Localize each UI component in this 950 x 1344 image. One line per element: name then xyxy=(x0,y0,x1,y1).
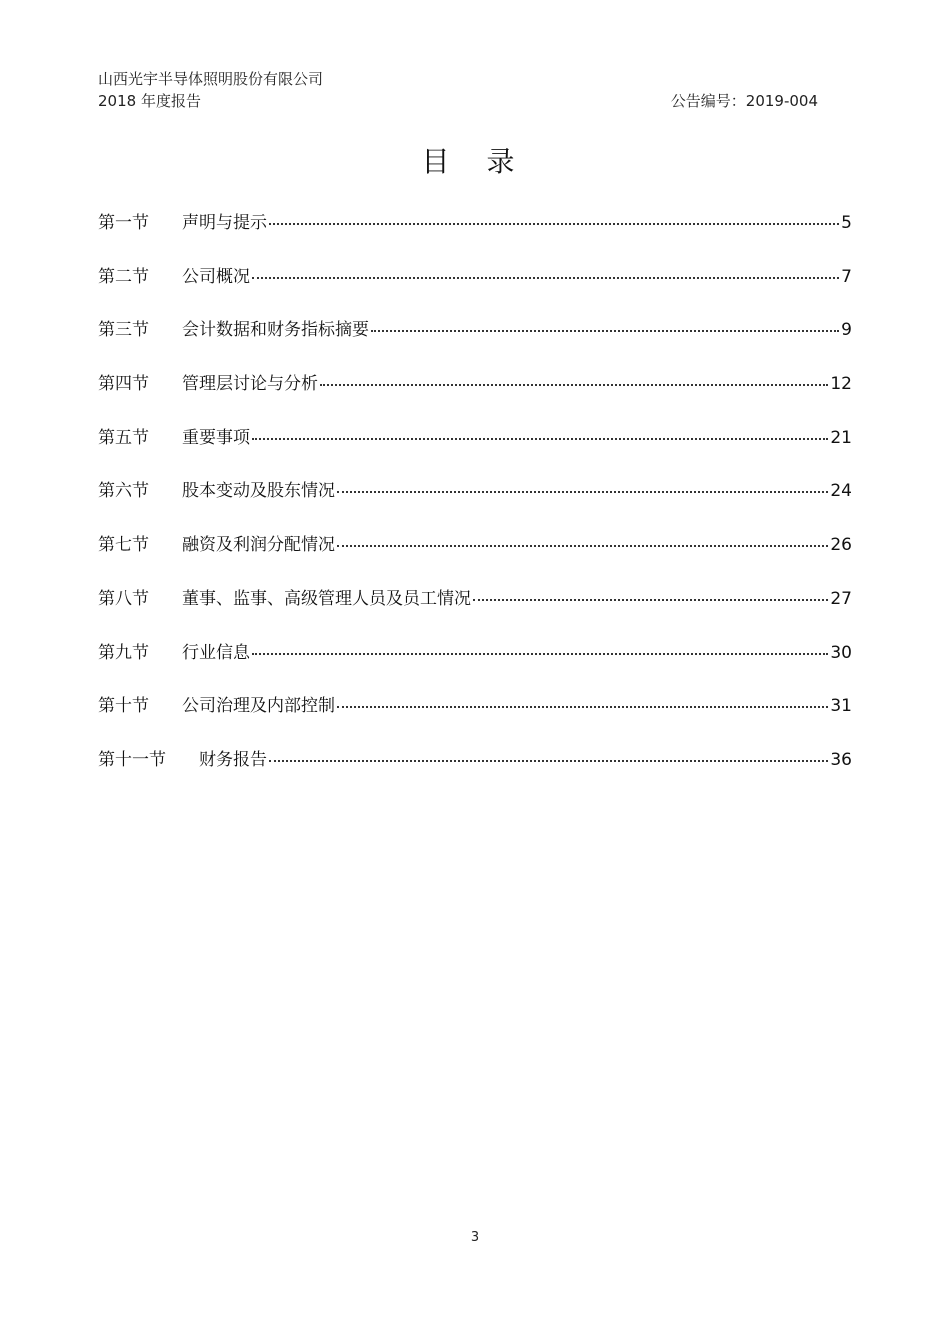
toc-page-number: 5 xyxy=(841,213,852,233)
toc-entry[interactable] xyxy=(98,532,852,586)
toc-section-number: 第十一节 xyxy=(98,749,166,770)
toc-page-number: 31 xyxy=(830,696,852,717)
toc-leader-dots xyxy=(269,760,828,762)
toc-section-title: 重要事项 xyxy=(182,427,250,448)
toc-entry[interactable] xyxy=(98,693,852,747)
toc-leader-dots xyxy=(252,438,828,440)
toc-section-number: 第二节 xyxy=(98,266,149,287)
toc-page-number: 12 xyxy=(830,374,852,395)
toc-entry[interactable] xyxy=(98,586,852,640)
toc-section-title: 声明与提示 xyxy=(182,213,267,233)
toc-leader-dots xyxy=(337,545,828,547)
toc-section-number: 第一节 xyxy=(98,213,149,233)
toc-leader-dots xyxy=(473,599,828,601)
toc-section-title: 财务报告 xyxy=(199,749,267,770)
toc-section-number: 第三节 xyxy=(98,320,149,341)
toc-entry[interactable] xyxy=(98,747,852,801)
toc-section-number: 第八节 xyxy=(98,588,149,609)
toc-leader-dots xyxy=(252,277,839,279)
page-title: 目 录 xyxy=(421,145,529,178)
toc-section-title: 管理层讨论与分析 xyxy=(182,374,318,395)
toc-section-number: 第七节 xyxy=(98,535,149,556)
toc-section-title: 融资及利润分配情况 xyxy=(182,535,335,556)
toc-section-title: 会计数据和财务指标摘要 xyxy=(182,320,369,341)
toc-section-title: 公司治理及内部控制 xyxy=(182,696,335,717)
toc-section-title: 股本变动及股东情况 xyxy=(182,481,335,502)
toc-entry[interactable] xyxy=(98,210,852,264)
toc-section-number: 第五节 xyxy=(98,427,149,448)
toc-section-number: 第九节 xyxy=(98,642,149,663)
toc-entry[interactable] xyxy=(98,371,852,425)
toc-entry[interactable] xyxy=(98,264,852,318)
toc-entry[interactable] xyxy=(98,425,852,479)
toc-section-title: 行业信息 xyxy=(182,642,250,663)
toc-page-number: 36 xyxy=(830,749,852,770)
toc-section-number: 第六节 xyxy=(98,481,149,502)
toc-leader-dots xyxy=(337,491,828,493)
toc-page-number: 21 xyxy=(830,427,852,448)
toc-entry[interactable] xyxy=(98,640,852,694)
toc-section-title: 公司概况 xyxy=(182,266,250,287)
toc-page-number: 9 xyxy=(841,320,852,341)
toc-entry[interactable] xyxy=(98,478,852,532)
toc-leader-dots xyxy=(320,384,828,386)
toc-section-number: 第四节 xyxy=(98,374,149,395)
toc-leader-dots xyxy=(337,706,828,708)
toc-page-number: 26 xyxy=(830,535,852,556)
table-of-contents xyxy=(98,210,852,801)
toc-entry[interactable] xyxy=(98,317,852,371)
toc-section-number: 第十节 xyxy=(98,696,149,717)
toc-leader-dots xyxy=(269,223,839,225)
toc-page-number: 24 xyxy=(830,481,852,502)
toc-page-number: 7 xyxy=(841,266,852,287)
report-name: 2018 年度报告 xyxy=(98,92,201,110)
toc-page-number: 27 xyxy=(830,588,852,609)
company-name: 山西光宇半导体照明股份有限公司 xyxy=(98,70,324,88)
footer-page-number: 3 xyxy=(470,1230,480,1245)
toc-leader-dots xyxy=(371,330,839,332)
announcement-number: 公告编号：2019-004 xyxy=(670,92,818,110)
header-left xyxy=(98,68,323,112)
toc-page-number: 30 xyxy=(830,642,852,663)
toc-leader-dots xyxy=(252,653,828,655)
toc-section-title: 董事、监事、高级管理人员及员工情况 xyxy=(182,588,471,609)
